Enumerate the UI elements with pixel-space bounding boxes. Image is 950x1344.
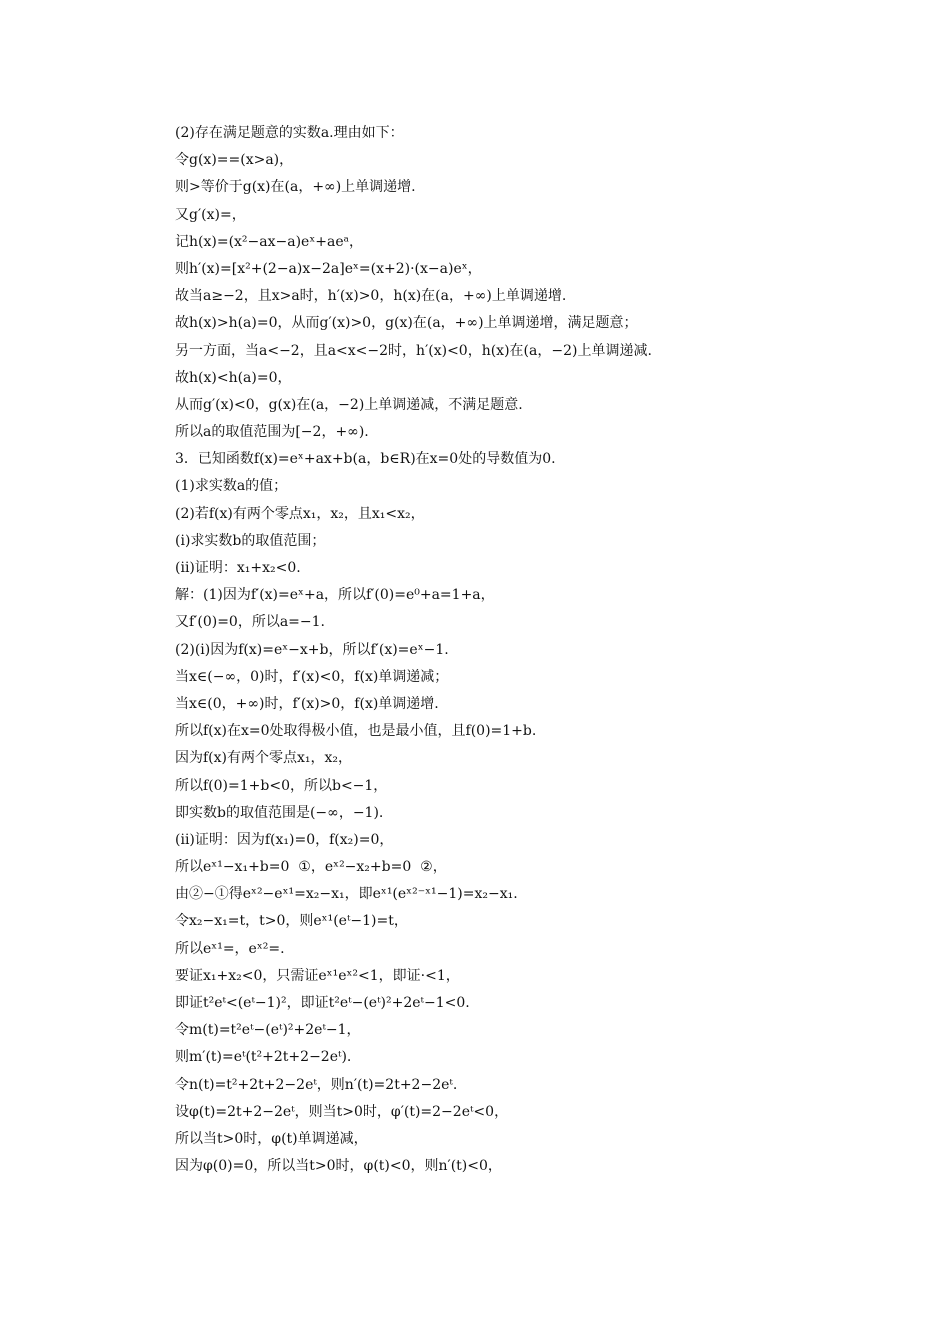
text-line: 则m′(t)=eᵗ(t²+2t+2−2eᵗ). (175, 1049, 352, 1066)
text-line: 令g(x)==(x>a)， (175, 152, 294, 169)
text-line: 则h′(x)=[x²+(2−a)x−2a]eˣ=(x+2)·(x−a)eˣ， (175, 260, 482, 277)
text-line: 即实数b的取值范围是(−∞，−1). (175, 804, 384, 821)
text-line: 当x∈(0，+∞)时，f′(x)>0，f(x)单调递增. (175, 695, 439, 712)
text-line: 3．已知函数f(x)=eˣ+ax+b(a，b∈R)在x=0处的导数值为0. (175, 451, 556, 468)
text-line: (2)(ⅰ)因为f(x)=eˣ−x+b，所以f′(x)=eˣ−1. (175, 641, 449, 658)
text-line: 解：(1)因为f′(x)=eˣ+a，所以f′(0)=e⁰+a=1+a， (175, 587, 495, 604)
text-line: 所以f(x)在x=0处取得极小值，也是最小值，且f(0)=1+b. (175, 723, 537, 740)
text-line: 因为φ(0)=0，所以当t>0时，φ(t)<0，则n′(t)<0， (175, 1158, 502, 1175)
text-line: 令m(t)=t²eᵗ−(eᵗ)²+2eᵗ−1， (175, 1022, 361, 1039)
text-line: 即证t²eᵗ<(eᵗ−1)²，即证t²eᵗ−(eᵗ)²+2eᵗ−1<0. (175, 995, 470, 1011)
text-line: 因为f(x)有两个零点x₁，x₂， (175, 750, 353, 767)
text-line: 所以a的取值范围为[−2，+∞). (175, 424, 369, 441)
text-line: 由②−①得eˣ²−eˣ¹=x₂−x₁，即eˣ¹(eˣ²⁻ˣ¹−1)=x₂−x₁. (175, 886, 518, 903)
text-line: (1)求实数a的值； (175, 478, 288, 495)
text-line: (2)存在满足题意的实数a.理由如下： (175, 125, 404, 141)
text-line: 令x₂−x₁=t，t>0，则eˣ¹(eᵗ−1)=t， (175, 913, 408, 930)
text-line: 所以eˣ¹=，eˣ²=. (175, 940, 285, 957)
text-line: 当x∈(−∞，0)时，f′(x)<0，f(x)单调递减； (175, 668, 449, 685)
text-line: 要证x₁+x₂<0，只需证eˣ¹eˣ²<1，即证·<1， (175, 967, 460, 984)
text-line: 故h(x)>h(a)=0，从而g′(x)>0，g(x)在(a，+∞)上单调递增，满足题意； (175, 315, 638, 332)
text-line: 记h(x)=(x²−ax−a)eˣ+aeᵃ， (175, 233, 364, 250)
text-line: 所以f(0)=1+b<0，所以b<−1， (175, 777, 388, 794)
text-line: (ⅰ)求实数b的取值范围； (175, 532, 326, 549)
text-line: 故当a≥−2，且x>a时，h′(x)>0，h(x)在(a，+∞)上单调递增. (175, 288, 567, 305)
text-line: 从而g′(x)<0，g(x)在(a，−2)上单调递减，不满足题意. (175, 396, 523, 413)
text-line: 又f′(0)=0，所以a=−1. (175, 614, 325, 631)
document-body (175, 120, 815, 1180)
text-line: 设φ(t)=2t+2−2eᵗ，则当t>0时，φ′(t)=2−2eᵗ<0， (175, 1103, 509, 1120)
text-line: 故h(x)<h(a)=0， (175, 369, 292, 386)
text-line: (ⅱ)证明：因为f(x₁)=0，f(x₂)=0， (175, 831, 394, 848)
text-line: (2)若f(x)有两个零点x₁，x₂，且x₁<x₂， (175, 505, 425, 522)
text-line: 令n(t)=t²+2t+2−2eᵗ，则n′(t)=2t+2−2eᵗ. (175, 1076, 458, 1093)
text-line: 又g′(x)=， (175, 206, 246, 223)
text-line: 另一方面，当a<−2，且a<x<−2时，h′(x)<0，h(x)在(a，−2)上单调递减. (175, 342, 652, 359)
text-line: 则>等价于g(x)在(a，+∞)上单调递增. (175, 179, 416, 196)
text-line: 所以eˣ¹−x₁+b=0 ①，eˣ²−x₂+b=0 ②， (175, 859, 447, 876)
text-line: (ⅱ)证明：x₁+x₂<0. (175, 560, 301, 576)
text-line: 所以当t>0时，φ(t)单调递减， (175, 1130, 368, 1147)
